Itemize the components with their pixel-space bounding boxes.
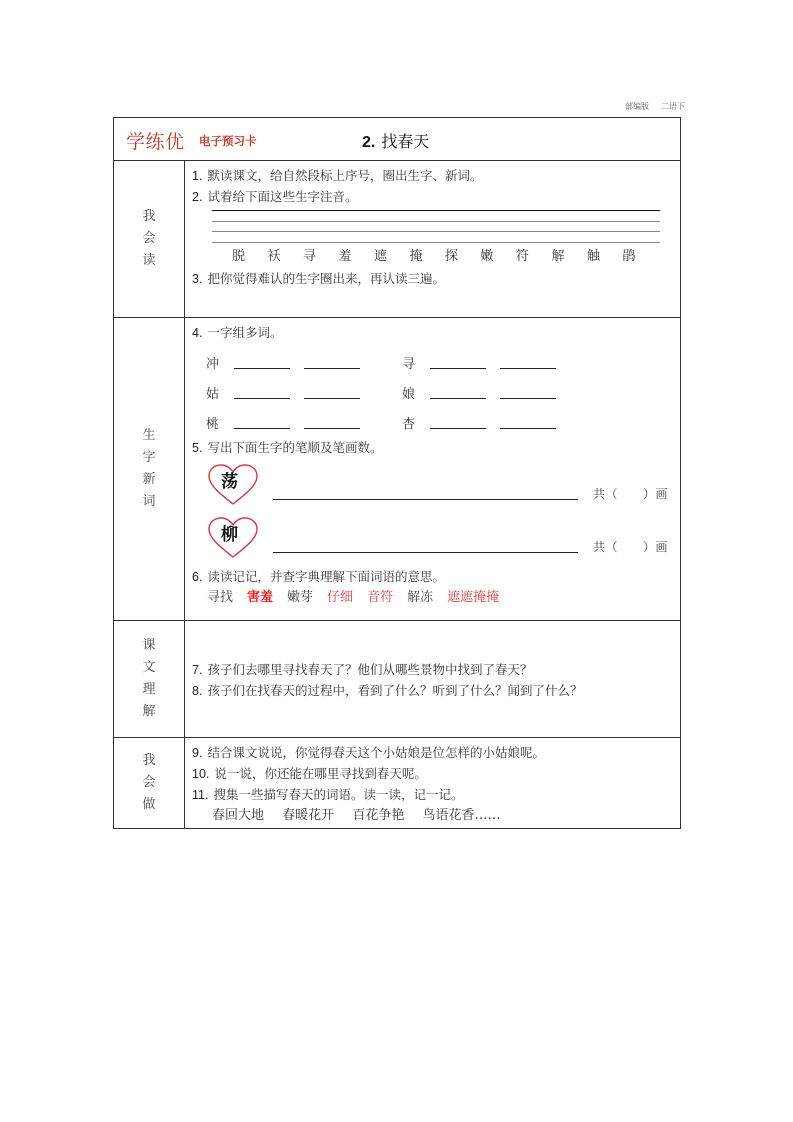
- section-read-content: [185, 161, 680, 317]
- label-char: 会: [142, 775, 156, 790]
- question-7: [192, 659, 680, 680]
- brand-logo: 学练优: [126, 131, 185, 153]
- vocab-word: 仔细: [327, 590, 354, 605]
- heart-icon: [207, 463, 259, 507]
- phrase: 百花争艳: [352, 808, 405, 823]
- word-char: 冲: [206, 356, 220, 372]
- stroke-count-blank[interactable]: 共（ ）画: [593, 540, 669, 554]
- word-char: 杏: [402, 416, 416, 432]
- word-cell: [192, 413, 388, 432]
- section-do-content: [185, 738, 680, 828]
- label-char: 词: [142, 494, 156, 509]
- word-cell: [388, 383, 584, 402]
- label-char: 字: [142, 450, 156, 465]
- question-6: [192, 566, 680, 587]
- new-character: 遮: [374, 249, 388, 264]
- question-1: [192, 165, 680, 186]
- vocab-word: 解冻: [407, 590, 434, 605]
- question-11: [192, 784, 680, 805]
- new-character: 探: [445, 249, 459, 264]
- vocab-word: 遮遮掩掩: [447, 590, 500, 605]
- question-number: 11.: [192, 788, 209, 802]
- question-number: 2.: [192, 190, 203, 204]
- word-cell: [192, 383, 388, 402]
- question-10: [192, 763, 680, 784]
- pinyin-line: [212, 221, 660, 222]
- section-words: [114, 318, 680, 621]
- label-char: 理: [142, 682, 156, 697]
- section-words-content: [185, 318, 680, 620]
- question-text: 试着给下面这些生字注音。: [207, 189, 358, 204]
- label-char: 生: [142, 428, 156, 443]
- question-3: [192, 268, 680, 289]
- new-character: 寻: [303, 249, 317, 264]
- word-char: 姑: [206, 386, 220, 402]
- stroke-order-answer-line[interactable]: [273, 469, 578, 500]
- new-character: 鹃: [622, 249, 636, 264]
- question-number: 1.: [192, 169, 203, 183]
- section-understand: [114, 621, 680, 738]
- answer-blank[interactable]: [304, 356, 360, 369]
- question-number: 8.: [192, 684, 203, 698]
- question-text: 结合课文说说，你觉得春天这个小姑娘是位怎样的小姑娘呢。: [207, 745, 545, 760]
- new-character: 嫩: [480, 249, 494, 264]
- answer-blank[interactable]: [430, 356, 486, 369]
- grade-label: 二语下: [661, 102, 685, 111]
- question-text: 写出下面生字的笔顺及笔画数。: [207, 440, 383, 455]
- label-char: 新: [142, 472, 156, 487]
- word-char: 寻: [402, 356, 416, 372]
- stroke-order-row: [192, 511, 680, 564]
- label-char: 解: [142, 704, 156, 719]
- section-do-label-cell: [114, 738, 185, 828]
- answer-blank[interactable]: [500, 356, 556, 369]
- new-character: 符: [516, 249, 530, 264]
- label-char: 做: [142, 797, 156, 812]
- section-words-label: [142, 425, 155, 513]
- stroke-order-answer-line[interactable]: [273, 522, 578, 553]
- question-number: 7.: [192, 663, 203, 677]
- pinyin-line: [212, 210, 660, 211]
- section-do-label: [142, 750, 155, 816]
- vocab-list: [192, 587, 680, 609]
- stroke-order-row: [192, 458, 680, 511]
- question-text: 孩子们在找春天的过程中，看到了什么？听到了什么？闻到了什么？: [207, 683, 583, 698]
- word-building-grid: [192, 347, 680, 437]
- lesson-number: 2.: [362, 134, 376, 151]
- stroke-count-blank[interactable]: 共（ ）画: [593, 487, 669, 501]
- question-text: 把你觉得难认的生字圈出来，再认读三遍。: [207, 271, 445, 286]
- question-text: 读读记记，并查字典理解下面词语的意思。: [207, 569, 445, 584]
- pinyin-line: [212, 242, 660, 243]
- word-cell: [388, 353, 584, 372]
- new-character: 触: [587, 249, 601, 264]
- answer-blank[interactable]: [234, 386, 290, 399]
- stroke-character: 柳: [221, 524, 238, 545]
- word-row: [192, 347, 680, 377]
- answer-blank[interactable]: [304, 386, 360, 399]
- answer-blank[interactable]: [430, 416, 486, 429]
- section-read-label: [142, 206, 155, 272]
- answer-blank[interactable]: [304, 416, 360, 429]
- heart-icon: [207, 516, 259, 560]
- question-9: [192, 742, 680, 763]
- lesson-name: 找春天: [381, 132, 430, 151]
- section-understand-label-cell: [114, 621, 185, 737]
- question-4: [192, 322, 680, 343]
- answer-blank[interactable]: [500, 386, 556, 399]
- question-text: 孩子们去哪里寻找春天了？他们从哪些景物中找到了春天？: [207, 662, 533, 677]
- question-number: 9.: [192, 746, 203, 760]
- phrase: 春回大地: [212, 808, 265, 823]
- answer-blank[interactable]: [500, 416, 556, 429]
- question-number: 10.: [192, 767, 210, 781]
- question-number: 5.: [192, 441, 203, 455]
- section-understand-content: [185, 621, 680, 737]
- vocab-word: 害羞: [247, 590, 274, 605]
- card-header: [114, 118, 680, 161]
- pinyin-line: [212, 231, 660, 232]
- word-char: 娘: [402, 386, 416, 402]
- edition-label: [625, 101, 685, 112]
- question-number: 3.: [192, 272, 203, 286]
- question-8: [192, 680, 680, 701]
- section-read: [114, 161, 680, 318]
- preview-card: [113, 117, 681, 829]
- answer-blank[interactable]: [430, 386, 486, 399]
- brand-subtitle: 电子预习卡: [199, 134, 257, 148]
- answer-blank[interactable]: [234, 356, 290, 369]
- new-character: 羞: [338, 249, 352, 264]
- new-character: 脱: [232, 249, 246, 264]
- section-do: [114, 738, 680, 828]
- lesson-title: [362, 129, 429, 152]
- section-read-label-cell: [114, 161, 185, 317]
- vocab-word: 音符: [367, 590, 394, 605]
- question-number: 6.: [192, 570, 203, 584]
- question-text: 一字组多词。: [207, 325, 283, 340]
- phrase: 鸟语花香……: [422, 808, 501, 823]
- question-text: 说一说，你还能在哪里寻找到春天呢。: [214, 766, 427, 781]
- question-2: [192, 186, 680, 207]
- label-char: 会: [142, 231, 156, 246]
- pinyin-writing-lines[interactable]: [212, 210, 660, 244]
- new-character: 解: [551, 249, 565, 264]
- new-character: 袄: [267, 249, 281, 264]
- label-char: 我: [142, 753, 156, 768]
- section-words-label-cell: [114, 318, 185, 620]
- question-text: 搜集一些描写春天的词语。读一读，记一记。: [213, 787, 464, 802]
- label-char: 我: [142, 209, 156, 224]
- label-char: 读: [142, 253, 156, 268]
- label-char: 课: [142, 638, 156, 653]
- publisher-label: 部编版: [625, 102, 649, 111]
- vocab-word: 寻找: [207, 590, 234, 605]
- word-row: [192, 407, 680, 437]
- vocab-word: 嫩芽: [287, 590, 314, 605]
- question-5: [192, 437, 680, 458]
- label-char: 文: [142, 660, 156, 675]
- question-number: 4.: [192, 326, 203, 340]
- phrase: 春暖花开: [282, 808, 335, 823]
- word-char: 桃: [206, 416, 220, 432]
- spring-phrases: [192, 805, 680, 826]
- word-cell: [388, 413, 584, 432]
- new-characters-row: [192, 246, 680, 268]
- question-text: 默读课文，给自然段标上序号，圈出生字、新词。: [207, 168, 483, 183]
- new-character: 掩: [409, 249, 423, 264]
- stroke-character: 荡: [221, 471, 238, 492]
- word-row: [192, 377, 680, 407]
- section-understand-label: [142, 635, 155, 723]
- answer-blank[interactable]: [234, 416, 290, 429]
- word-cell: [192, 353, 388, 372]
